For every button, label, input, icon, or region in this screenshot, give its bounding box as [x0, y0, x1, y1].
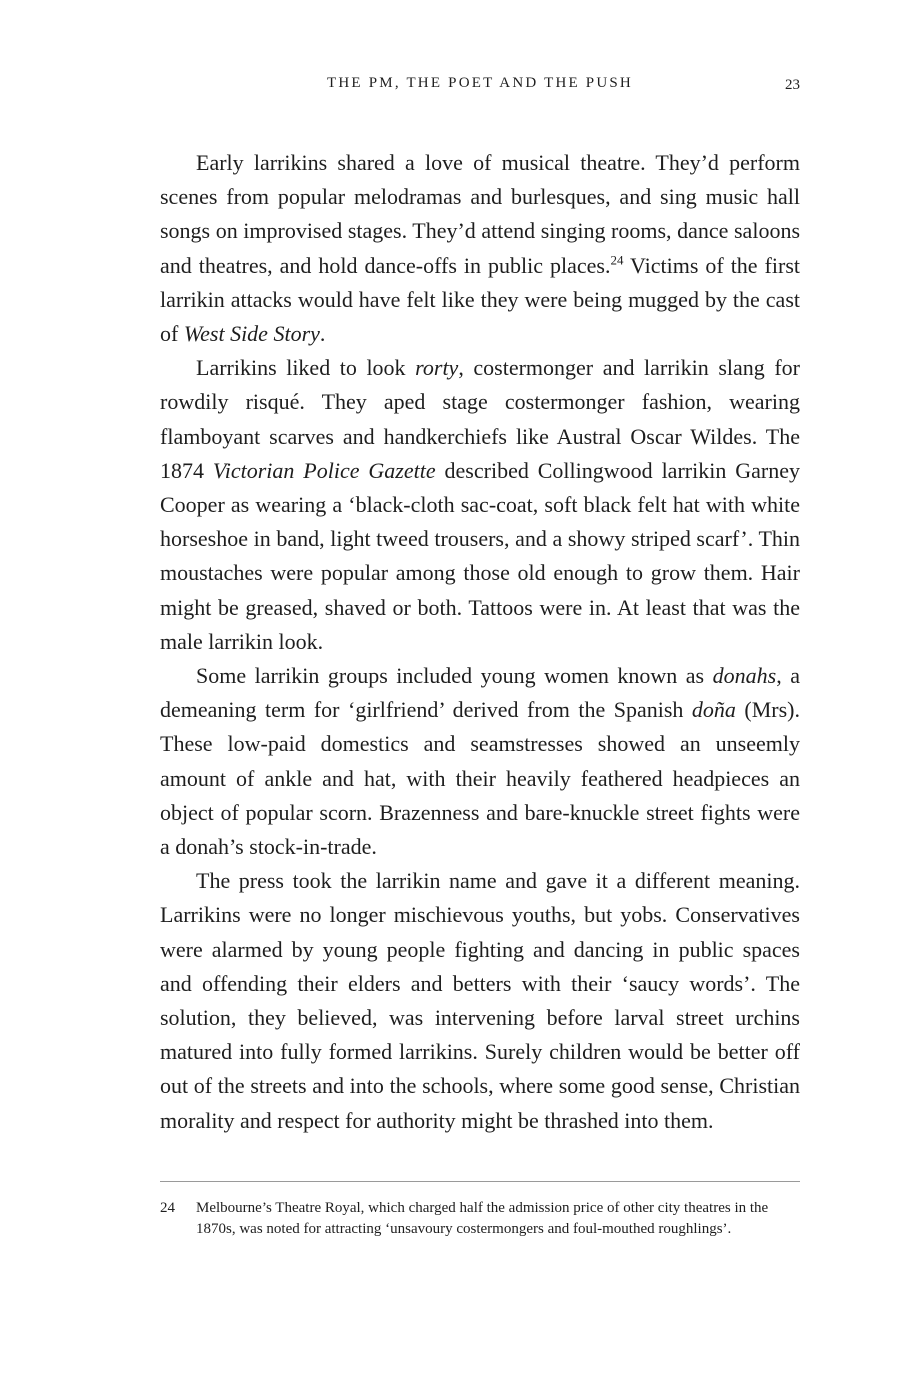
footnote-text: Melbourne’s Theatre Royal, which charged half the admission price of other city theatres in the 1870s, was noted for attracting ‘unsavoury costermongers and foul-mouthed roughlings’. [196, 1200, 769, 1237]
paragraph-2 [160, 351, 800, 659]
footnote-reference: 24 [610, 252, 624, 268]
paragraph-2-text: Larrikins liked to look [196, 355, 416, 381]
paragraph-3-text: Some larrikin groups included young women known as [196, 663, 713, 689]
paragraph-1 [160, 146, 800, 351]
footnote-number: 24 [160, 1200, 175, 1216]
italic-title: West Side Story [183, 321, 320, 347]
paragraph-4-text: The press took the larrikin name and gave it a different meaning. Larrikins were no longer mischievous youths, but yobs. Conservatives were alarmed by young people fighting and dancing in public spaces and offending their elders and betters with their ‘saucy words’. The solution, they believed, was intervening before larval street urchins matured into fully formed larrikins. Surely children would be better off out of the streets and into the schools, where some good sense, Christian morality and respect for authority might be thrashed into them. [160, 868, 800, 1133]
italic-term: donahs [712, 663, 777, 689]
footnote-separator [160, 1181, 800, 1182]
paragraph-2-end: described Collingwood larrikin Garney Cooper as wearing a ‘black-cloth sac-coat, soft black felt hat with white horseshoe in band, light tweed trousers, and a showy striped scarf’. Thin moustaches were popular among those old enough to grow them. Hair might be greased, shaved or both. Tattoos were in. At least that was the male larrikin look. [160, 457, 800, 654]
running-title: THE PM, THE POET AND THE PUSH [327, 75, 633, 91]
paragraph-1-text-cont: Victims of the first larrikin attacks would have felt like they were being mugged by the cast of [160, 252, 800, 347]
paragraph-1-text: Early larrikins shared a love of musical theatre. They’d perform scenes from popular melodramas and burlesques, and sing music hall songs on improvised stages. They’d attend singing rooms, dance saloons and theatres, and hold dance-offs in public places. [160, 150, 800, 278]
paragraph-3-end: (Mrs). These low-paid domestics and seamstresses showed an unseemly amount of ankle and hat, with their heavily feathered headpieces an object of popular scorn. Brazenness and bare-knuckle street fights were a donah’s stock-in-trade. [160, 697, 800, 860]
body-text [160, 146, 800, 1138]
page-number: 23 [785, 77, 800, 93]
footnote [160, 1198, 800, 1239]
paragraph-4 [160, 864, 800, 1138]
paragraph-1-end: . [319, 321, 326, 347]
paragraph-3-text-cont: , a demeaning term for ‘girlfriend’ derived from the Spanish [160, 663, 800, 723]
running-head [160, 72, 800, 94]
paragraph-3 [160, 659, 800, 864]
paragraph-2-text-cont: , costermonger and larrikin slang for rowdily risqué. They aped stage costermonger fashion, wearing flamboyant scarves and handkerchiefs like Austral Oscar Wildes. The 1874 [160, 355, 801, 483]
italic-term: doña [691, 697, 736, 723]
italic-title: Victorian Police Gazette [212, 457, 436, 483]
italic-term: rorty [415, 355, 459, 381]
